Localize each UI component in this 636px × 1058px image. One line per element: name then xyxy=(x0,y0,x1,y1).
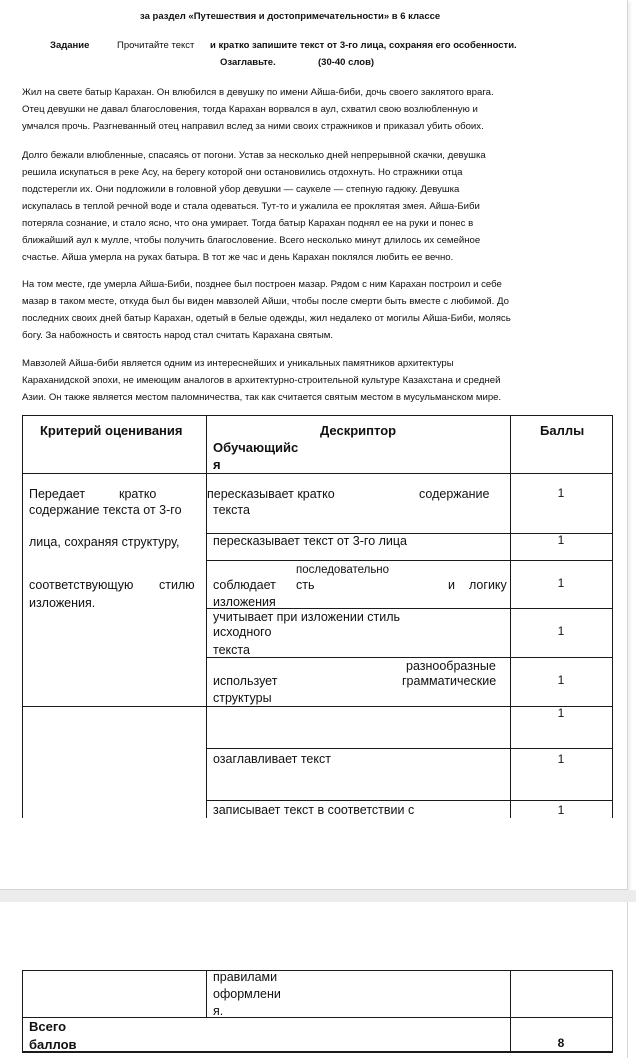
descriptor-3: логику xyxy=(469,578,507,592)
descriptor-5: использует xyxy=(213,674,278,688)
descriptor-3: соблюдает xyxy=(213,578,276,592)
points-value: 1 xyxy=(557,624,565,638)
descriptor-1: текста xyxy=(213,503,250,517)
text-paragraph-3: На том месте, где умерла Айша-Биби, позднее был построен мазар. Рядом с ним Карахан построил и себе мазар в таком месте, откуда был бы виден мавзолей Айши, чтобы после смерти быть вместе с любимой. До последних своих дней батыр Карахан, одетый в белые одежды, жил недалеко от могилы Айша-Биби, молясь богу. За набожность и святость народ стал считать Карахана святым. xyxy=(22,279,511,341)
criterion-text: изложения. xyxy=(29,596,96,610)
criterion-text: лица, сохраняя структуру, xyxy=(29,535,180,549)
task-text-part1: Прочитайте текст xyxy=(117,40,195,51)
points-value: 1 xyxy=(557,803,565,817)
descriptor-1: пересказывает кратко xyxy=(207,487,335,501)
descriptor-3: сть xyxy=(296,578,315,592)
header-descriptor: Дескриптор xyxy=(320,423,397,438)
points-value: 1 xyxy=(557,533,565,547)
text-paragraph-1: Жил на свете батыр Карахан. Он влюбился в девушку по имени Айша-биби, дочь своего заклятого врага. Отец девушки не давал благословения, тогда Карахан ворвался в аул, схватил свою возлюбленную и умчался прочь. Разгневанный отец направил вслед за ними своих стражников и приказал убить обоих. xyxy=(22,87,494,132)
descriptor-3: и xyxy=(448,578,455,592)
descriptor-8: оформлени xyxy=(213,987,281,1001)
worksheet-title: за раздел «Путешествия и достопримечательности» в 6 классе xyxy=(140,11,441,22)
descriptor-3: изложения xyxy=(213,595,276,609)
points-value: 1 xyxy=(557,576,565,590)
text-paragraph-4: Мавзолей Айша-биби является одним из интереснейших и уникальных памятников архитектуры Караханидской эпохи, не имеющим аналогов в архитектурно-строительной культуре Казахстана и средней Азии. Он также является местом паломничества, так как считается святым местом в мусульманском мире. xyxy=(22,358,502,403)
page-2 xyxy=(0,902,628,1058)
criterion-text: кратко xyxy=(119,487,157,501)
text-paragraph-2: Долго бежали влюбленные, спасаясь от погони. Устав за несколько дней непрерывной скачки, девушка решила искупаться в реке Асу, на берегу которой они остановились отдохнуть. Но стражники отца подстерегли их. Они подложили в головной убор девушки — саукеле — степную гадюку. Девушка искупалась в теплой речной воде и стала одеваться. Тут-то и ужалила ее проклятая змея. Айша-Биби потеряла сознание, и стало ясно, что она умирает. Тогда батыр Карахан поднял ее на руки и понес в ближайший аул к мулле, чтобы получить благословение. Всего несколько минут длилось их семейное счастье. Айша умерла на руках батыра. В тот же час и день Карахан поклялся любить ее вечно. xyxy=(22,150,486,263)
task-word-count: (30-40 слов) xyxy=(318,57,375,68)
descriptor-4: текста xyxy=(213,643,250,657)
task-title-instruction: Озаглавьте. xyxy=(220,57,276,68)
points-value: 1 xyxy=(557,673,565,687)
descriptor-4: учитывает при изложении стиль xyxy=(213,610,401,624)
task-label: Задание xyxy=(50,40,90,51)
points-value: 1 xyxy=(557,752,565,766)
header-learner: Обучающийс xyxy=(213,440,299,455)
total-points: 8 xyxy=(557,1036,565,1050)
header-criterion: Критерий оценивания xyxy=(40,423,183,438)
points-value: 1 xyxy=(557,706,565,720)
descriptor-5: грамматические xyxy=(402,674,497,688)
page-break xyxy=(0,890,636,902)
descriptor-5: структуры xyxy=(213,691,272,705)
header-points: Баллы xyxy=(540,423,585,438)
task-text-part2: и кратко запишите текст от 3-го лица, сохраняя его особенности. xyxy=(210,40,517,51)
descriptor-2: пересказывает текст от 3-го лица xyxy=(213,534,408,548)
descriptor-1: содержание xyxy=(419,487,490,501)
descriptor-8: записывает текст в соответствии с xyxy=(213,803,415,817)
descriptor-8: правилами xyxy=(213,970,278,984)
descriptor-4: исходного xyxy=(213,625,272,639)
criterion-text: стилю xyxy=(159,578,195,592)
total-label: баллов xyxy=(29,1037,77,1052)
criterion-text: соответствующую xyxy=(29,578,134,592)
descriptor-3: последовательно xyxy=(296,564,390,576)
descriptor-5: разнообразные xyxy=(406,659,496,673)
total-label: Всего xyxy=(29,1019,67,1034)
points-value: 1 xyxy=(557,486,565,500)
header-learner-end: я xyxy=(213,457,221,472)
criterion-text: содержание текста от 3-го xyxy=(29,503,182,517)
descriptor-8: я. xyxy=(213,1004,224,1018)
criterion-text: Передает xyxy=(29,487,86,501)
descriptor-7: озаглавливает текст xyxy=(213,752,331,766)
